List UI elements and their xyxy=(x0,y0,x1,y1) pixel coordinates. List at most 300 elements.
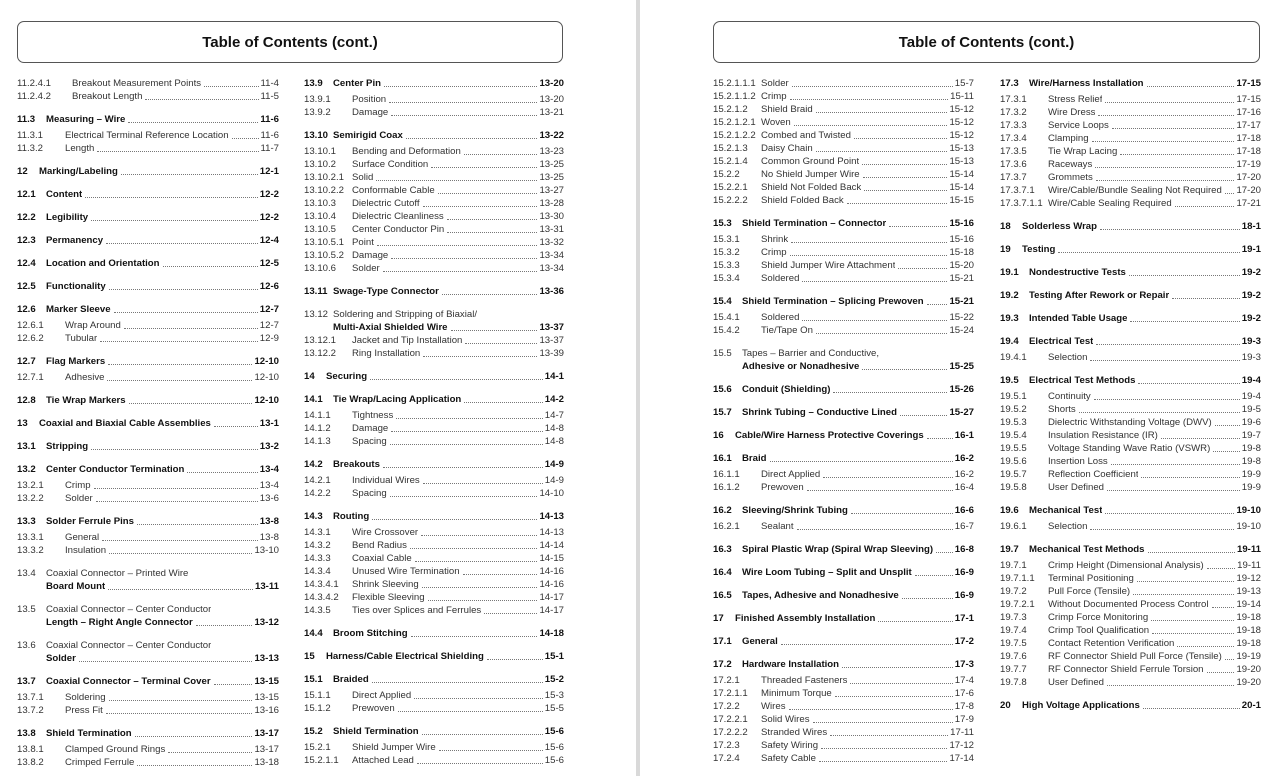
toc-entry[interactable] xyxy=(304,552,564,565)
toc-entry[interactable] xyxy=(304,321,564,334)
toc-entry-page: 19-4 xyxy=(1241,391,1261,402)
dot-leader xyxy=(109,700,253,701)
toc-entry-title: Conformable Cable xyxy=(352,185,435,196)
toc-entry[interactable] xyxy=(17,165,279,178)
toc-entry-title: Crimp xyxy=(65,480,91,491)
dot-leader xyxy=(232,138,259,139)
toc-entry-title: Intended Table Usage xyxy=(1029,313,1128,324)
toc-entry-title: No Shield Jumper Wire xyxy=(761,169,860,180)
toc-entry-page: 19-6 xyxy=(1241,417,1261,428)
toc-entry[interactable] xyxy=(304,106,564,119)
toc-entry[interactable] xyxy=(1000,572,1261,585)
toc-entry-page: 17-18 xyxy=(1236,146,1261,157)
dot-leader xyxy=(1207,568,1235,569)
toc-entry-number: 12.4 xyxy=(17,258,36,269)
toc-entry[interactable] xyxy=(17,580,279,593)
dot-leader xyxy=(1225,659,1235,660)
toc-entry[interactable] xyxy=(713,589,974,602)
toc-entry-number: 17.3 xyxy=(1000,78,1019,89)
dot-leader xyxy=(816,151,948,152)
toc-entry-page: 17-16 xyxy=(1236,107,1261,118)
toc-entry[interactable] xyxy=(713,543,974,556)
dot-leader xyxy=(370,379,543,380)
toc-entry-page: 12-10 xyxy=(254,356,279,367)
dot-leader xyxy=(802,320,947,321)
toc-entry[interactable] xyxy=(713,481,974,494)
toc-entry-page: 17-20 xyxy=(1236,172,1261,183)
toc-entry[interactable] xyxy=(1000,335,1261,348)
toc-entry-number: 13.10 xyxy=(304,130,329,141)
toc-entry[interactable] xyxy=(713,752,974,765)
toc-entry-title: Length xyxy=(65,143,95,154)
toc-entry[interactable] xyxy=(17,394,279,407)
toc-entry-page: 14-9 xyxy=(544,459,564,470)
toc-entry[interactable] xyxy=(1000,243,1261,256)
toc-entry[interactable] xyxy=(304,741,564,754)
toc-entry-title: Wire Dress xyxy=(1048,107,1096,118)
toc-entry[interactable] xyxy=(17,188,279,201)
toc-entry-page: 13-25 xyxy=(539,159,564,170)
dot-leader xyxy=(406,138,538,139)
toc-entry[interactable] xyxy=(304,223,564,236)
toc-entry[interactable] xyxy=(304,474,564,487)
toc-entry[interactable] xyxy=(713,259,974,272)
toc-entry[interactable] xyxy=(304,158,564,171)
toc-entry[interactable] xyxy=(17,332,279,345)
toc-entry[interactable] xyxy=(1000,132,1261,145)
toc-entry-number: 19.4.1 xyxy=(1000,352,1027,363)
toc-entry[interactable] xyxy=(713,103,974,116)
toc-entry[interactable] xyxy=(17,142,279,155)
toc-entry[interactable] xyxy=(304,604,564,617)
toc-entry[interactable] xyxy=(17,675,279,688)
dot-leader xyxy=(376,180,537,181)
toc-entry-title: Shrink Tubing – Conductive Lined xyxy=(742,407,897,418)
dot-leader xyxy=(396,418,543,419)
toc-entry[interactable] xyxy=(713,246,974,259)
toc-entry[interactable] xyxy=(304,650,564,663)
toc-entry[interactable] xyxy=(304,262,564,275)
toc-entry-number: 17.3.3 xyxy=(1000,120,1027,131)
toc-entry[interactable] xyxy=(17,652,279,665)
toc-entry[interactable] xyxy=(713,155,974,168)
toc-entry-number: 13.10.5.2 xyxy=(304,250,345,261)
toc-entry-number: 14.2.1 xyxy=(304,475,331,486)
toc-entry[interactable] xyxy=(1000,374,1261,387)
toc-entry[interactable] xyxy=(1000,598,1261,611)
toc-entry[interactable] xyxy=(17,113,279,126)
toc-entry-title: Wire/Cable/Bundle Sealing Not Required xyxy=(1048,185,1222,196)
toc-entry-title: Dielectric Withstanding Voltage (DWV) xyxy=(1048,417,1212,428)
toc-entry[interactable] xyxy=(304,458,564,471)
dot-leader xyxy=(415,561,538,562)
toc-entry[interactable] xyxy=(304,236,564,249)
toc-entry[interactable] xyxy=(1000,416,1261,429)
toc-entry[interactable] xyxy=(1000,158,1261,171)
toc-entry[interactable] xyxy=(1000,624,1261,637)
toc-entry-page: 16-4 xyxy=(954,482,974,493)
toc-entry[interactable] xyxy=(713,77,974,90)
toc-entry-number: 16.1.1 xyxy=(713,469,740,480)
toc-entry-title: Surface Condition xyxy=(352,159,429,170)
toc-entry[interactable] xyxy=(713,295,974,308)
toc-entry-number: 16.1 xyxy=(713,453,732,464)
toc-entry[interactable] xyxy=(1000,504,1261,517)
dot-leader xyxy=(137,765,252,766)
toc-entry[interactable] xyxy=(1000,312,1261,325)
toc-entry-page: 13-4 xyxy=(259,464,279,475)
toc-entry-page: 20-1 xyxy=(1241,700,1261,711)
dot-leader xyxy=(135,736,253,737)
toc-entry[interactable] xyxy=(17,704,279,717)
dot-leader xyxy=(137,524,258,525)
toc-entry-number: 19.6.1 xyxy=(1000,521,1027,532)
toc-entry-title: Prewoven xyxy=(761,482,804,493)
toc-entry-title: Coaxial and Biaxial Cable Assemblies xyxy=(39,418,211,429)
toc-entry-title: Insertion Loss xyxy=(1048,456,1108,467)
toc-entry[interactable] xyxy=(304,308,564,321)
toc-entry[interactable] xyxy=(1000,171,1261,184)
toc-entry[interactable] xyxy=(713,726,974,739)
toc-entry[interactable] xyxy=(713,90,974,103)
toc-entry[interactable] xyxy=(17,463,279,476)
toc-entry[interactable] xyxy=(17,371,279,384)
toc-entry[interactable] xyxy=(713,713,974,726)
toc-entry[interactable] xyxy=(304,422,564,435)
toc-entry-title: Hardware Installation xyxy=(742,659,840,670)
toc-entry-page: 19-10 xyxy=(1236,505,1261,516)
toc-entry-number: 17.2.1.1 xyxy=(713,688,748,699)
toc-entry[interactable] xyxy=(1000,637,1261,650)
toc-entry-page: 19-2 xyxy=(1241,267,1261,278)
toc-entry-page: 13-32 xyxy=(539,237,564,248)
toc-entry[interactable] xyxy=(304,171,564,184)
toc-entry[interactable] xyxy=(1000,197,1261,210)
toc-entry-title: Wire/Harness Installation xyxy=(1029,78,1144,89)
toc-entry-number: 15.3.3 xyxy=(713,260,740,271)
toc-entry[interactable] xyxy=(304,129,564,142)
toc-entry[interactable] xyxy=(17,211,279,224)
toc-entry[interactable] xyxy=(304,591,564,604)
toc-entry-page: 16-1 xyxy=(954,430,974,441)
toc-entry-number: 14.3.5 xyxy=(304,605,331,616)
toc-entry-number: 16.5 xyxy=(713,590,732,601)
toc-entry[interactable] xyxy=(17,257,279,270)
toc-entry-title: User Defined xyxy=(1048,677,1104,688)
toc-entry[interactable] xyxy=(1000,351,1261,364)
toc-entry[interactable] xyxy=(1000,390,1261,403)
toc-entry[interactable] xyxy=(1000,468,1261,481)
toc-entry[interactable] xyxy=(17,691,279,704)
toc-entry[interactable] xyxy=(1000,611,1261,624)
dot-leader xyxy=(465,343,537,344)
toc-entry[interactable] xyxy=(17,90,279,103)
toc-entry-page: 13-10 xyxy=(254,545,279,556)
toc-entry-number: 14.3.1 xyxy=(304,527,331,538)
dot-leader xyxy=(442,294,538,295)
dot-leader xyxy=(163,266,258,267)
page-title: Table of Contents (cont.) xyxy=(17,21,563,63)
toc-entry-page: 19-18 xyxy=(1236,625,1261,636)
toc-entry[interactable] xyxy=(304,334,564,347)
toc-entry[interactable] xyxy=(17,639,279,652)
toc-entry-page: 13-37 xyxy=(539,335,564,346)
toc-entry[interactable] xyxy=(713,233,974,246)
toc-entry-title: Broom Stitching xyxy=(333,628,408,639)
toc-entry[interactable] xyxy=(1000,663,1261,676)
dot-leader xyxy=(823,477,953,478)
dot-leader xyxy=(1215,425,1240,426)
toc-entry[interactable] xyxy=(1000,699,1261,712)
dot-leader xyxy=(802,281,947,282)
toc-entry-number: 17.3.7.1.1 xyxy=(1000,198,1043,209)
toc-entry-title: Content xyxy=(46,189,83,200)
toc-entry-number: 17.3.1 xyxy=(1000,94,1027,105)
dot-leader xyxy=(791,242,947,243)
toc-entry-number: 15.3 xyxy=(713,218,732,229)
toc-entry[interactable] xyxy=(17,479,279,492)
toc-entry-page: 19-7 xyxy=(1241,430,1261,441)
toc-entry-number: 15.6 xyxy=(713,384,732,395)
toc-entry[interactable] xyxy=(1000,520,1261,533)
toc-entry-number: 19.7.5 xyxy=(1000,638,1027,649)
toc-entry[interactable] xyxy=(1000,481,1261,494)
toc-entry[interactable] xyxy=(304,197,564,210)
toc-entry-page: 15-16 xyxy=(949,218,974,229)
toc-entry[interactable] xyxy=(1000,220,1261,233)
toc-entry-page: 13-27 xyxy=(539,185,564,196)
dot-leader xyxy=(1133,594,1234,595)
toc-entry[interactable] xyxy=(713,272,974,285)
toc-entry[interactable] xyxy=(17,129,279,142)
toc-entry[interactable] xyxy=(304,409,564,422)
dot-leader xyxy=(1143,708,1240,709)
toc-entry[interactable] xyxy=(304,393,564,406)
toc-entry[interactable] xyxy=(713,324,974,337)
toc-entry-page: 19-2 xyxy=(1241,313,1261,324)
toc-entry[interactable] xyxy=(713,658,974,671)
toc-entry[interactable] xyxy=(713,347,974,360)
toc-entry[interactable] xyxy=(304,487,564,500)
toc-entry[interactable] xyxy=(304,565,564,578)
toc-entry-page: 16-2 xyxy=(954,453,974,464)
toc-entry-number: 17.2.2.2 xyxy=(713,727,748,738)
toc-entry[interactable] xyxy=(713,168,974,181)
toc-entry[interactable] xyxy=(1000,77,1261,90)
toc-entry-title: Tie Wrap/Lacing Application xyxy=(333,394,462,405)
toc-entry[interactable] xyxy=(1000,559,1261,572)
toc-entry-number: 15.2.1.3 xyxy=(713,143,748,154)
toc-entry[interactable] xyxy=(713,504,974,517)
toc-entry-page: 14-14 xyxy=(539,540,564,551)
toc-entry[interactable] xyxy=(304,510,564,523)
toc-entry[interactable] xyxy=(17,280,279,293)
toc-entry-number: 15.2.2.1 xyxy=(713,182,748,193)
toc-entry[interactable] xyxy=(304,578,564,591)
toc-entry[interactable] xyxy=(17,319,279,332)
toc-entry-number: 11.3 xyxy=(17,114,36,125)
dot-leader xyxy=(1212,607,1235,608)
toc-entry[interactable] xyxy=(713,311,974,324)
dot-leader xyxy=(109,553,252,554)
toc-entry[interactable] xyxy=(17,756,279,769)
toc-entry[interactable] xyxy=(713,635,974,648)
toc-entry-title: Marker Sleeve xyxy=(46,304,111,315)
toc-entry-number: 11.2.4.2 xyxy=(17,91,51,102)
toc-entry[interactable] xyxy=(17,743,279,756)
toc-entry[interactable] xyxy=(17,727,279,740)
toc-entry[interactable] xyxy=(713,217,974,230)
toc-entry[interactable] xyxy=(713,468,974,481)
toc-entry[interactable] xyxy=(713,194,974,207)
toc-entry[interactable] xyxy=(17,515,279,528)
toc-entry[interactable] xyxy=(713,674,974,687)
toc-entry[interactable] xyxy=(304,77,564,90)
toc-entry[interactable] xyxy=(17,544,279,557)
toc-entry-page: 11-6 xyxy=(260,130,279,141)
toc-entry[interactable] xyxy=(713,687,974,700)
toc-entry-number: 12.2 xyxy=(17,212,36,223)
right-page xyxy=(640,0,1278,776)
toc-entry[interactable] xyxy=(17,567,279,580)
toc-entry-page: 17-2 xyxy=(954,636,974,647)
toc-entry[interactable] xyxy=(17,303,279,316)
toc-entry-title: Attached Lead xyxy=(352,755,414,766)
toc-entry[interactable] xyxy=(304,285,564,298)
toc-entry[interactable] xyxy=(1000,585,1261,598)
toc-entry[interactable] xyxy=(17,616,279,629)
dot-leader xyxy=(431,167,537,168)
toc-entry-number: 13.1 xyxy=(17,441,36,452)
toc-entry-number: 19.3 xyxy=(1000,313,1019,324)
toc-entry[interactable] xyxy=(17,531,279,544)
toc-entry[interactable] xyxy=(713,406,974,419)
toc-entry[interactable] xyxy=(713,739,974,752)
toc-entry[interactable] xyxy=(1000,676,1261,689)
toc-entry-title: Wrap Around xyxy=(65,320,121,331)
toc-entry[interactable] xyxy=(17,77,279,90)
toc-entry-page: 13-25 xyxy=(539,172,564,183)
toc-entry[interactable] xyxy=(304,347,564,360)
toc-entry-page: 12-4 xyxy=(259,235,279,246)
dot-leader xyxy=(889,226,947,227)
toc-entry[interactable] xyxy=(1000,145,1261,158)
toc-entry[interactable] xyxy=(304,249,564,262)
toc-entry-page: 12-10 xyxy=(254,395,279,406)
toc-entry-title: Shield Jumper Wire xyxy=(352,742,436,753)
toc-entry[interactable] xyxy=(713,181,974,194)
toc-entry[interactable] xyxy=(713,116,974,129)
toc-entry-title: General xyxy=(65,532,100,543)
toc-entry[interactable] xyxy=(713,612,974,625)
toc-entry-page: 11-4 xyxy=(260,78,279,89)
toc-entry[interactable] xyxy=(713,360,974,373)
left-page xyxy=(0,0,636,776)
toc-entry-page: 15-20 xyxy=(949,260,974,271)
toc-entry-number: 16.4 xyxy=(713,567,732,578)
toc-entry[interactable] xyxy=(304,435,564,448)
toc-entry-title: Damage xyxy=(352,423,389,434)
toc-entry-number: 13.8.1 xyxy=(17,744,44,755)
toc-entry-page: 11-5 xyxy=(260,91,279,102)
toc-entry[interactable] xyxy=(304,145,564,158)
toc-entry[interactable] xyxy=(1000,429,1261,442)
toc-entry[interactable] xyxy=(1000,442,1261,455)
toc-entry[interactable] xyxy=(1000,543,1261,556)
toc-entry-number: 13.10.1 xyxy=(304,146,337,157)
toc-entry[interactable] xyxy=(1000,119,1261,132)
dot-leader xyxy=(898,268,947,269)
toc-entry[interactable] xyxy=(1000,403,1261,416)
toc-entry[interactable] xyxy=(304,725,564,738)
toc-entry-title: Coaxial Connector – Printed Wire xyxy=(46,568,189,579)
toc-entry[interactable] xyxy=(304,754,564,767)
dot-leader xyxy=(1152,633,1234,634)
toc-entry[interactable] xyxy=(713,383,974,396)
dot-leader xyxy=(1096,180,1235,181)
toc-entry-title: Spiral Plastic Wrap (Spiral Wrap Sleeving) xyxy=(742,544,934,555)
toc-entry-page: 17-4 xyxy=(954,675,974,686)
toc-entry[interactable] xyxy=(304,526,564,539)
toc-entry[interactable] xyxy=(1000,266,1261,279)
toc-entry-page: 14-8 xyxy=(544,436,564,447)
toc-entry[interactable] xyxy=(713,700,974,713)
toc-entry[interactable] xyxy=(304,689,564,702)
toc-entry-number: 13.10.4 xyxy=(304,211,337,222)
toc-entry[interactable] xyxy=(1000,106,1261,119)
toc-entry[interactable] xyxy=(17,492,279,505)
toc-entry[interactable] xyxy=(713,452,974,465)
toc-entry[interactable] xyxy=(17,234,279,247)
toc-entry[interactable] xyxy=(713,129,974,142)
toc-entry[interactable] xyxy=(17,440,279,453)
toc-entry[interactable] xyxy=(304,93,564,106)
toc-entry[interactable] xyxy=(304,702,564,715)
toc-entry[interactable] xyxy=(17,603,279,616)
dot-leader xyxy=(797,529,953,530)
toc-entry[interactable] xyxy=(1000,650,1261,663)
dot-leader xyxy=(833,392,947,393)
toc-entry-title: Insulation xyxy=(65,545,107,556)
toc-entry[interactable] xyxy=(713,142,974,155)
toc-entry[interactable] xyxy=(1000,455,1261,468)
dot-leader xyxy=(94,488,258,489)
toc-entry[interactable] xyxy=(304,673,564,686)
dot-leader xyxy=(97,151,258,152)
toc-entry[interactable] xyxy=(17,417,279,430)
toc-entry[interactable] xyxy=(1000,93,1261,106)
toc-entry[interactable] xyxy=(304,370,564,383)
toc-entry-title: Wires xyxy=(761,701,786,712)
toc-entry[interactable] xyxy=(713,429,974,442)
toc-entry-page: 13-13 xyxy=(254,653,279,664)
toc-entry[interactable] xyxy=(1000,184,1261,197)
toc-entry-title: Wire Loom Tubing – Split and Unsplit xyxy=(742,567,912,578)
toc-entry[interactable] xyxy=(713,520,974,533)
toc-entry[interactable] xyxy=(304,184,564,197)
toc-entry-page: 14-17 xyxy=(539,592,564,603)
toc-entry[interactable] xyxy=(713,566,974,579)
toc-entry[interactable] xyxy=(304,539,564,552)
toc-entry-page: 12-2 xyxy=(259,189,279,200)
toc-entry[interactable] xyxy=(304,627,564,640)
toc-entry-page: 13-22 xyxy=(539,130,564,141)
toc-entry-page: 17-19 xyxy=(1236,159,1261,170)
toc-entry[interactable] xyxy=(1000,289,1261,302)
toc-entry[interactable] xyxy=(17,355,279,368)
toc-entry-number: 13.9 xyxy=(304,78,323,89)
toc-entry[interactable] xyxy=(304,210,564,223)
